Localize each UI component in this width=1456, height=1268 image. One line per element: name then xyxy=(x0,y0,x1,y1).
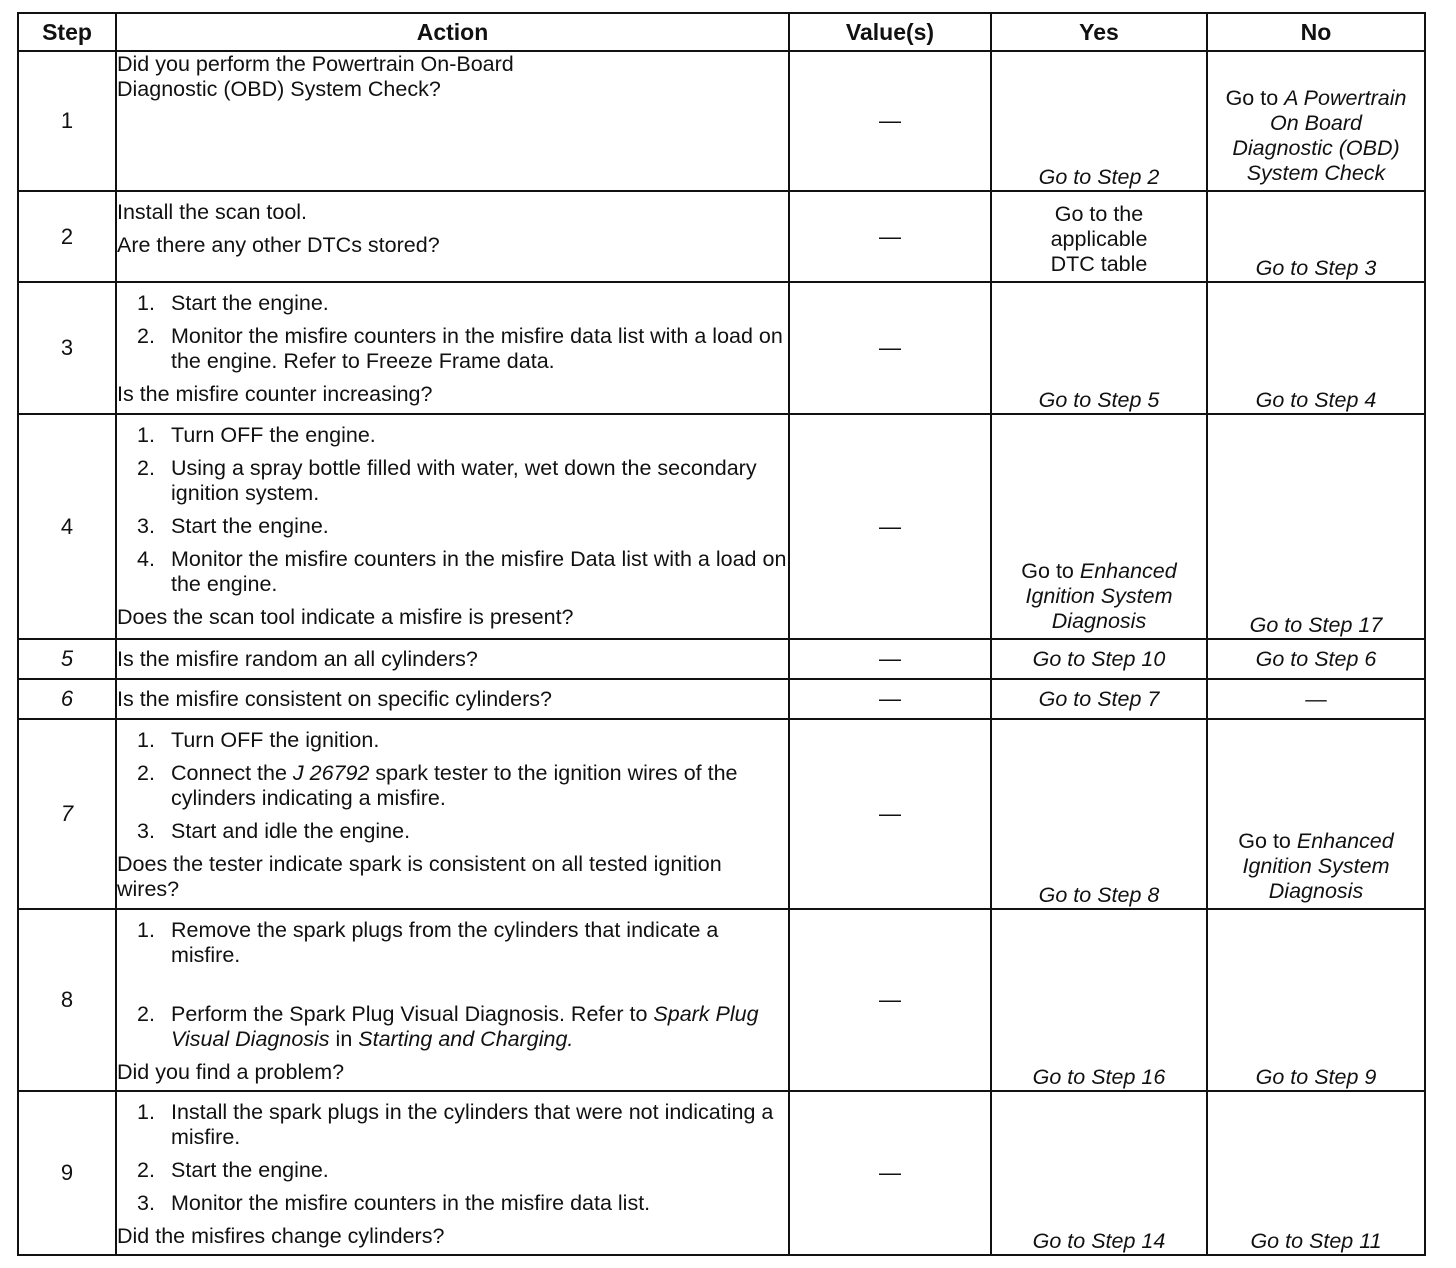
action-question: Did you perform the Powertrain On-Board Diagnostic (OBD) System Check? xyxy=(117,52,514,101)
action-question: Is the misfire counter increasing? xyxy=(117,382,433,406)
value-cell: — xyxy=(789,679,991,719)
table-row-step-9 xyxy=(18,1091,1425,1255)
yes-cell xyxy=(991,719,1207,909)
value-cell: — xyxy=(789,1091,991,1255)
header-row xyxy=(18,13,1425,51)
value-cell: — xyxy=(789,414,991,639)
no-cell xyxy=(1207,191,1425,282)
list-item: 3. Start the engine. xyxy=(137,514,329,538)
no-link[interactable]: Go to Step 17 xyxy=(1249,613,1383,637)
action-cell xyxy=(116,1091,789,1255)
yes-text[interactable]: Go to the applicable DTC table xyxy=(1050,202,1148,276)
value-cell: — xyxy=(789,282,991,414)
list-item: 1. Remove the spark plugs from the cylinders that indicate a misfire. xyxy=(137,918,719,967)
yes-cell xyxy=(991,909,1207,1091)
no-link[interactable]: Go to Step 4 xyxy=(1255,388,1377,412)
list-item: 1. Turn OFF the ignition. xyxy=(137,728,380,752)
yes-cell xyxy=(991,282,1207,414)
value-cell: — xyxy=(789,191,991,282)
yes-cell xyxy=(991,51,1207,191)
no-link[interactable]: Go to Step 11 xyxy=(1250,1229,1382,1253)
action-question: Did the misfires change cylinders? xyxy=(117,1224,445,1248)
yes-link[interactable]: Go to Step 7 xyxy=(1038,686,1160,711)
action-steps xyxy=(117,918,788,1052)
step-number: 4 xyxy=(18,414,116,639)
table-row-step-1 xyxy=(18,51,1425,191)
yes-prefix: Go to xyxy=(1021,559,1080,583)
yes-cell xyxy=(991,414,1207,639)
step-number: 5 xyxy=(18,639,116,679)
action-cell xyxy=(116,282,789,414)
table-row-step-8 xyxy=(18,909,1425,1091)
value-cell: — xyxy=(789,719,991,909)
no-cell xyxy=(1207,909,1425,1091)
action-question: Is the misfire random an all cylinders? xyxy=(117,646,478,671)
value-cell: — xyxy=(789,51,991,191)
header-step: Step xyxy=(18,13,116,51)
no-cell xyxy=(1207,282,1425,414)
step-number: 8 xyxy=(18,909,116,1091)
action-question: Is the misfire consistent on specific cylinders? xyxy=(117,686,552,711)
no-cell xyxy=(1207,719,1425,909)
no-link[interactable]: Go to Step 9 xyxy=(1255,1065,1377,1089)
action-cell xyxy=(116,909,789,1091)
step-number: 9 xyxy=(18,1091,116,1255)
action-cell xyxy=(116,51,789,191)
yes-link[interactable]: Enhanced Ignition System Diagnosis xyxy=(1025,559,1177,633)
action-question: Does the scan tool indicate a misfire is present? xyxy=(117,605,574,629)
action-cell xyxy=(116,719,789,909)
action-intro: Install the scan tool. xyxy=(117,200,308,224)
action-cell xyxy=(116,414,789,639)
action-steps xyxy=(117,1100,788,1216)
list-item: 1. Turn OFF the engine. xyxy=(137,423,376,447)
tool-reference: J 26792 xyxy=(292,761,370,785)
table-row-step-3 xyxy=(18,282,1425,414)
yes-link[interactable]: Go to Step 14 xyxy=(1032,1229,1166,1253)
section-reference: Starting and Charging. xyxy=(358,1027,574,1051)
table-row-step-6 xyxy=(18,679,1425,719)
step-number: 6 xyxy=(18,679,116,719)
header-no: No xyxy=(1207,13,1425,51)
header-values: Value(s) xyxy=(789,13,991,51)
action-steps xyxy=(117,728,788,844)
action-question: Did you find a problem? xyxy=(117,1060,345,1084)
diagnostic-table xyxy=(17,12,1426,1256)
no-link[interactable]: Go to Step 6 xyxy=(1255,646,1377,671)
no-prefix: Go to xyxy=(1225,86,1285,110)
no-cell xyxy=(1207,1091,1425,1255)
value-cell: — xyxy=(789,909,991,1091)
yes-link[interactable]: Go to Step 16 xyxy=(1032,1065,1166,1089)
table-row-step-5 xyxy=(18,639,1425,679)
list-item: 2. Connect the J 26792 spark tester to the ignition wires of the cylinders indicating a misfire. xyxy=(137,761,738,810)
no-prefix: Go to xyxy=(1238,829,1297,853)
step-number: 2 xyxy=(18,191,116,282)
list-item: 4. Monitor the misfire counters in the misfire Data list with a load on the engine. xyxy=(137,547,787,596)
table-row-step-4 xyxy=(18,414,1425,639)
list-item: 3. Monitor the misfire counters in the misfire data list. xyxy=(137,1191,651,1215)
header-action: Action xyxy=(116,13,789,51)
list-item: 1. Install the spark plugs in the cylinders that were not indicating a misfire. xyxy=(137,1100,774,1149)
yes-cell xyxy=(991,639,1207,679)
yes-cell xyxy=(991,679,1207,719)
section-reference: Spark Plug Visual Diagnosis xyxy=(171,1002,759,1051)
action-cell xyxy=(116,679,789,719)
no-text: — xyxy=(1305,686,1327,711)
action-steps xyxy=(117,291,788,374)
list-item: 3. Start and idle the engine. xyxy=(137,819,411,843)
action-question: Are there any other DTCs stored? xyxy=(117,233,440,257)
yes-cell xyxy=(991,191,1207,282)
no-link[interactable]: Enhanced Ignition System Diagnosis xyxy=(1242,829,1394,903)
list-item: 2. Monitor the misfire counters in the misfire data list with a load on the engine. Refer to Freeze Frame data. xyxy=(137,324,783,373)
no-cell xyxy=(1207,414,1425,639)
no-link[interactable]: Go to Step 3 xyxy=(1255,256,1377,280)
list-item: 2. Start the engine. xyxy=(137,1158,329,1182)
table-row-step-7 xyxy=(18,719,1425,909)
no-link[interactable]: A Powertrain On Board Diagnostic (OBD) System Check xyxy=(1232,86,1407,185)
yes-link[interactable]: Go to Step 5 xyxy=(1038,388,1160,412)
list-item: 2. Perform the Spark Plug Visual Diagnosis. Refer to Spark Plug Visual Diagnosis in Starting and Charging. xyxy=(137,1002,759,1051)
no-cell xyxy=(1207,679,1425,719)
yes-link[interactable]: Go to Step 8 xyxy=(1038,883,1160,907)
step-number: 1 xyxy=(18,51,116,191)
list-item: 2. Using a spray bottle filled with water, wet down the secondary ignition system. xyxy=(137,456,757,505)
no-cell xyxy=(1207,639,1425,679)
action-cell xyxy=(116,639,789,679)
table-row-step-2 xyxy=(18,191,1425,282)
value-cell: — xyxy=(789,639,991,679)
header-yes: Yes xyxy=(991,13,1207,51)
action-steps xyxy=(117,423,788,597)
yes-link[interactable]: Go to Step 2 xyxy=(1038,165,1160,189)
action-question: Does the tester indicate spark is consistent on all tested ignition wires? xyxy=(117,852,722,901)
list-item: 1. Start the engine. xyxy=(137,291,329,315)
step-number: 7 xyxy=(18,719,116,909)
yes-link[interactable]: Go to Step 10 xyxy=(1032,646,1166,671)
yes-cell xyxy=(991,1091,1207,1255)
action-cell xyxy=(116,191,789,282)
no-cell xyxy=(1207,51,1425,191)
step-number: 3 xyxy=(18,282,116,414)
